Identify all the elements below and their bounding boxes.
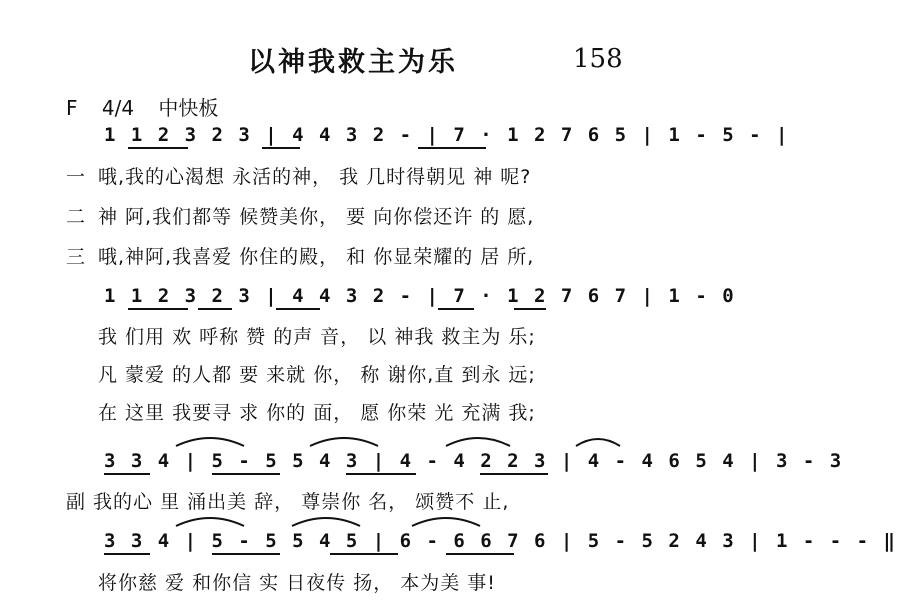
tie-mark [310, 438, 378, 446]
notation-refrain-2: 3 3 4 | 5 - 5 5 4 5 | 6 - 6 6 7 6 | 5 - 5 2 4 3 | 1 - - - ‖ [104, 530, 897, 552]
tie-mark [412, 518, 480, 526]
notation-line-1: 1 1 2 3 2 3 | 4 4 3 2 - | 7 · 1 2 7 6 5 | 1 - 5 - | [104, 124, 790, 146]
verse-text: 哦,神阿,我喜爱 你住的殿， 和 你显荣耀的 居 所, [98, 246, 535, 268]
key-signature: F [66, 96, 78, 120]
notation-line-2: 1 1 2 3 2 3 | 4 4 3 2 - | 7 · 1 2 7 6 7 | 1 - 0 [104, 285, 736, 307]
hymn-title: 以神我救主为乐 [248, 47, 458, 78]
time-signature: 4/4 [101, 96, 135, 120]
verse-text: 神 阿,我们都等 候赞美你， 要 向你偿还许 的 愿, [98, 206, 535, 228]
tie-mark [292, 518, 360, 526]
verse-text: 哦,我的心渴想 永活的神， 我 几时得朝见 神 呢? [98, 166, 532, 188]
lyric-line-2a: 我 们用 欢 呼称 赞 的声 音， 以 神我 救主为 乐; [98, 326, 536, 348]
refrain-lyric-1: 副 我的心 里 涌出美 辞， 尊崇你 名， 颂赞不 止, [66, 491, 510, 513]
tie-mark [446, 438, 510, 446]
lyric-line-2c: 在 这里 我要寻 求 你的 面， 愿 你荣 光 充满 我; [98, 402, 536, 424]
tie-mark [176, 438, 244, 446]
notation-refrain-1: 3 3 4 | 5 - 5 5 4 3 | 4 - 4 2 2 3 | 4 - 4 6 5 4 | 3 - 3 [104, 450, 844, 472]
lyric-line-2b: 凡 蒙爱 的人都 要 来就 你， 称 谢你,直 到永 远; [98, 364, 536, 386]
refrain-lyric-2: 将你慈 爱 和你信 实 日夜传 扬， 本为美 事! [98, 572, 496, 594]
tie-mark [576, 439, 620, 446]
hymn-number: 158 [573, 44, 623, 74]
verse-number: 一 [66, 166, 87, 188]
tie-mark [176, 518, 244, 526]
tempo-marking: 中快板 [158, 96, 219, 120]
verse-number: 二 [66, 206, 87, 228]
verse-number: 三 [66, 246, 87, 268]
